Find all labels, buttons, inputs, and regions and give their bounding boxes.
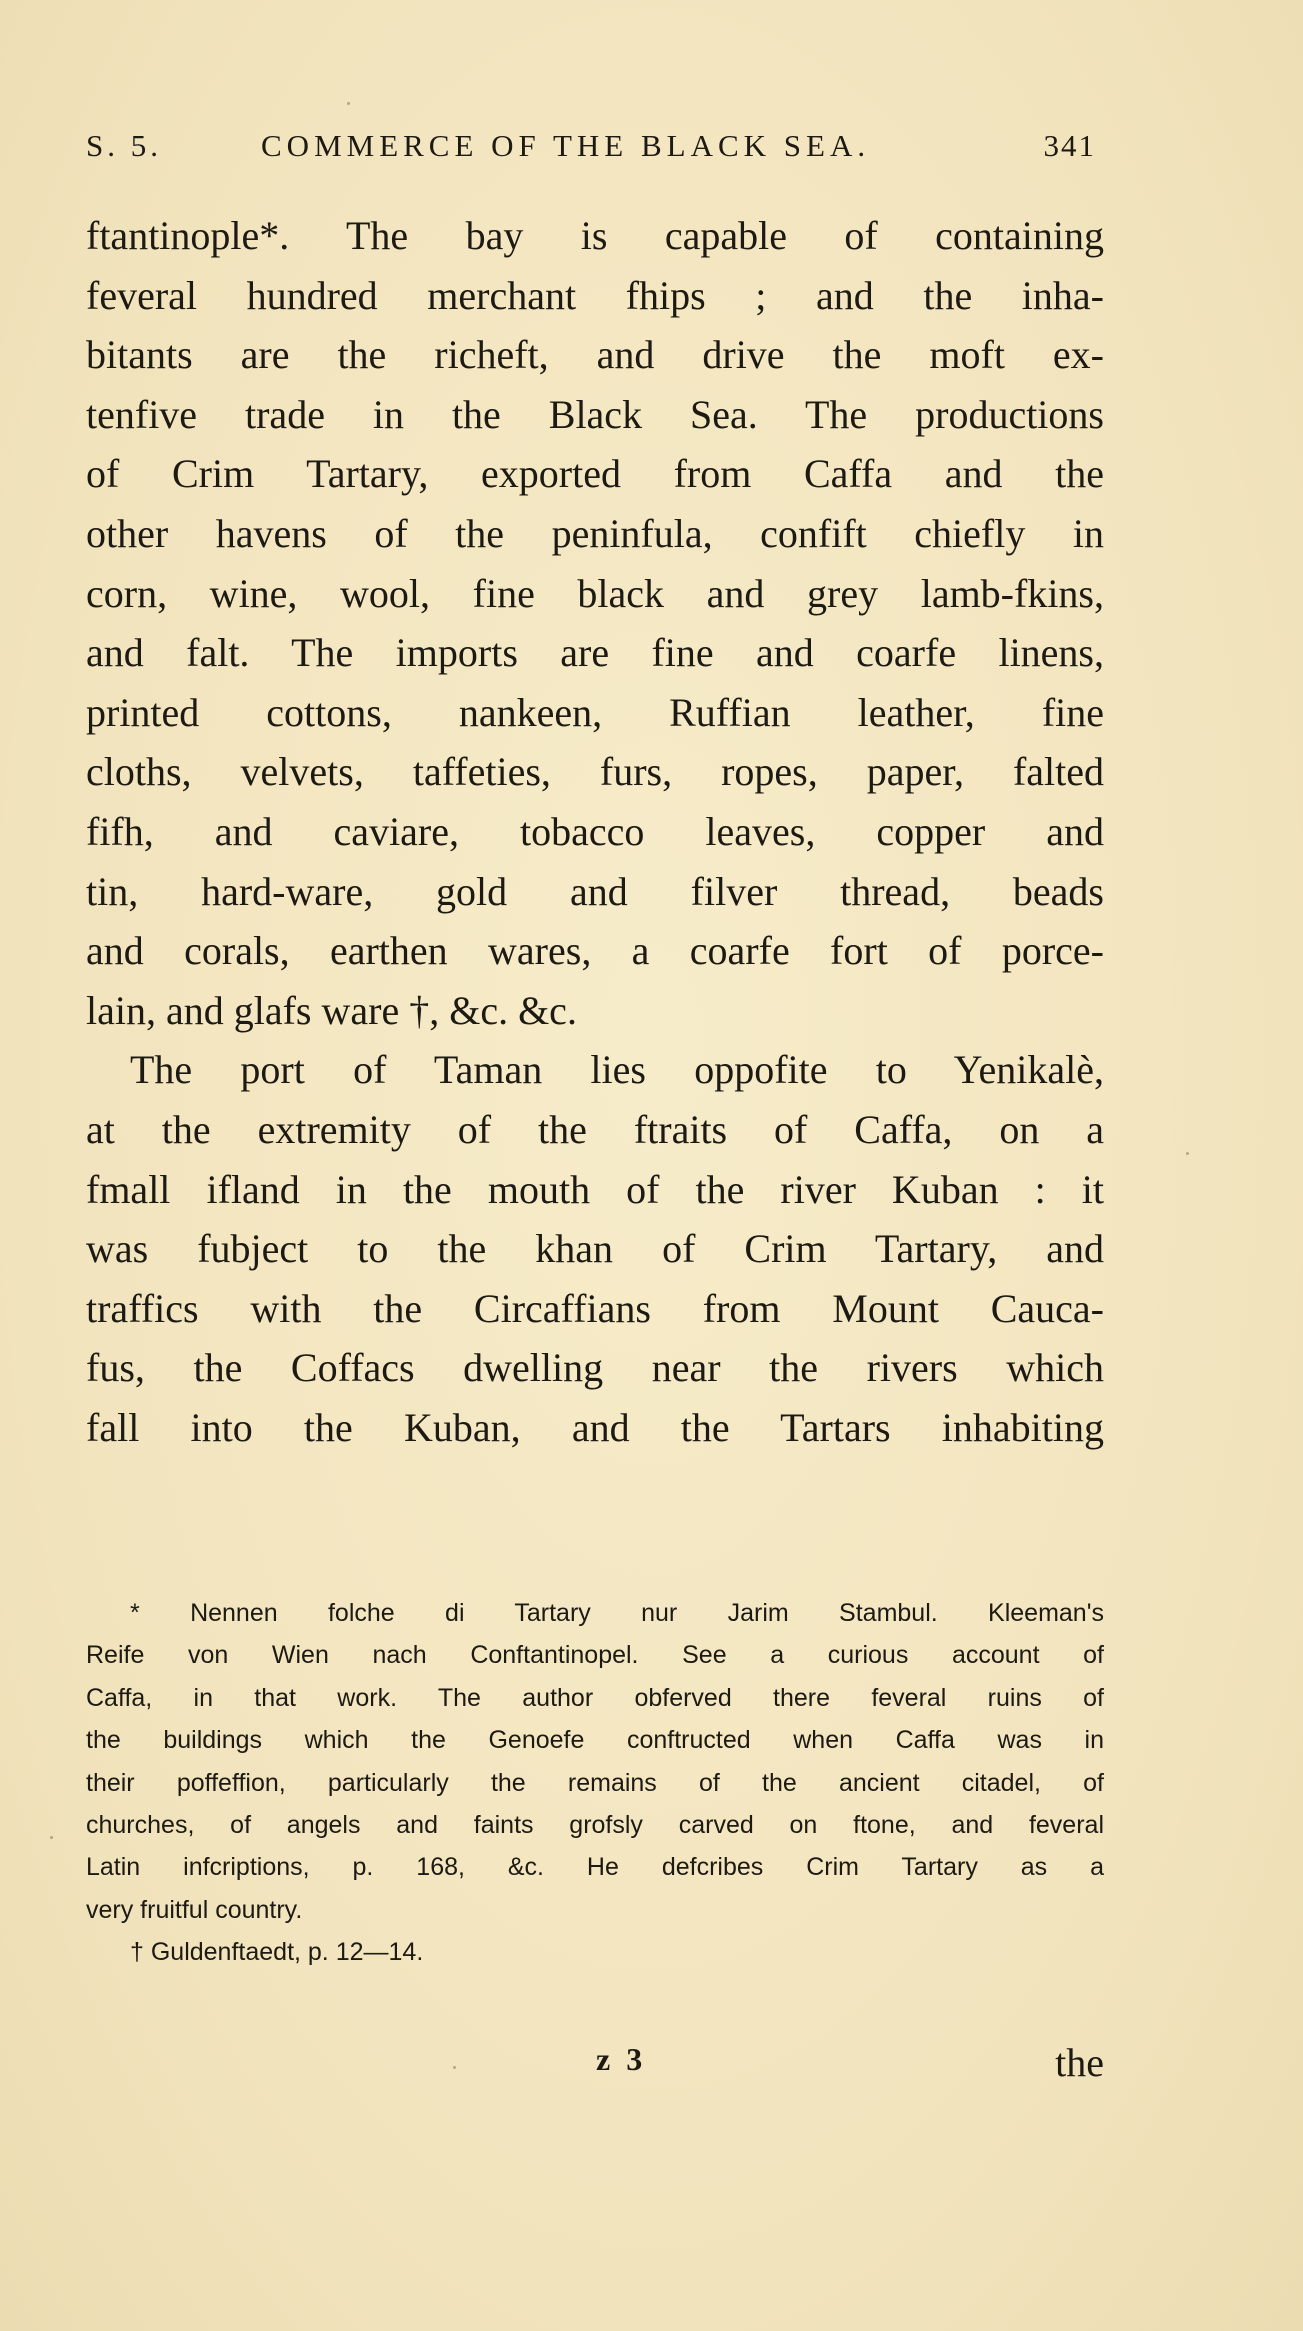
text-line: fall into the Kuban, and the Tartars inhabiting	[86, 1404, 1104, 1450]
paper-speck	[347, 102, 350, 105]
running-header	[86, 128, 1096, 172]
signature-mark: z 3	[596, 2041, 647, 2077]
text-line: traffics with the Circaffians from Mount Cauca-	[86, 1285, 1104, 1331]
text-line: corn, wine, wool, fine black and grey lamb-fkins,	[86, 570, 1104, 616]
text-line: bitants are the richeft, and drive the moft ex-	[86, 332, 1104, 378]
paper-speck	[1186, 1152, 1189, 1155]
footnote-line: Caffa, in that work. The author obferved there feveral ruins of	[86, 1683, 1104, 1712]
footnote-line: Reife von Wien nach Conftantinopel. See a curious account of	[86, 1641, 1104, 1670]
running-title: COMMERCE OF THE BLACK SEA.	[261, 128, 871, 163]
main-text	[86, 206, 1104, 1457]
footnote-line: their poffeffion, particularly the remains of the ancient citadel, of	[86, 1768, 1104, 1797]
text-line: tin, hard-ware, gold and filver thread, beads	[86, 868, 1104, 914]
text-line: lain, and glafs ware †, &c. &c.	[86, 987, 577, 1033]
paper-speck	[50, 1836, 53, 1839]
footnote-line: Latin infcriptions, p. 168, &c. He defcribes Crim Tartary as a	[86, 1853, 1104, 1882]
text-line: was fubject to the khan of Crim Tartary, and	[86, 1226, 1104, 1272]
footnotes	[86, 1592, 1104, 1974]
paper-speck	[453, 2066, 456, 2069]
page-footer	[86, 2039, 1104, 2089]
text-line: The port of Taman lies oppofite to Yenikalè,	[130, 1047, 1104, 1093]
text-line: and corals, earthen wares, a coarfe fort of porce-	[86, 928, 1104, 974]
footnote-line: * Nennen folche di Tartary nur Jarim Stambul. Kleeman's	[130, 1599, 1104, 1627]
text-line: fmall ifland in the mouth of the river Kuban : it	[86, 1166, 1104, 1212]
section-mark: S. 5.	[86, 128, 162, 163]
footnote-line: † Guldenftaedt, p. 12—14.	[130, 1938, 424, 1967]
text-line: at the extremity of the ftraits of Caffa, on a	[86, 1106, 1104, 1152]
text-line: ftantinople*. The bay is capable of containing	[86, 213, 1104, 258]
text-line: tenfive trade in the Black Sea. The productions	[86, 391, 1104, 437]
text-line: printed cottons, nankeen, Ruffian leather, fine	[86, 689, 1104, 735]
text-line: and falt. The imports are fine and coarfe linens,	[86, 630, 1104, 676]
text-line: of Crim Tartary, exported from Caffa and the	[86, 451, 1104, 497]
text-line: feveral hundred merchant fhips ; and the inha-	[86, 272, 1104, 318]
text-line: fifh, and caviare, tobacco leaves, copper and	[86, 808, 1104, 854]
text-line: cloths, velvets, taffeties, furs, ropes, paper, falted	[86, 749, 1104, 795]
text-line: other havens of the peninfula, confift chiefly in	[86, 510, 1104, 556]
catchword: the	[1055, 2040, 1104, 2085]
footnote-line: churches, of angels and faints grofsly carved on ftone, and feveral	[86, 1810, 1104, 1839]
page-number: 341	[1043, 128, 1096, 163]
footnote-line: very fruitful country.	[86, 1895, 303, 1924]
footnote-line: the buildings which the Genoefe conftructed when Caffa was in	[86, 1726, 1104, 1755]
text-line: fus, the Coffacs dwelling near the rivers which	[86, 1345, 1104, 1391]
